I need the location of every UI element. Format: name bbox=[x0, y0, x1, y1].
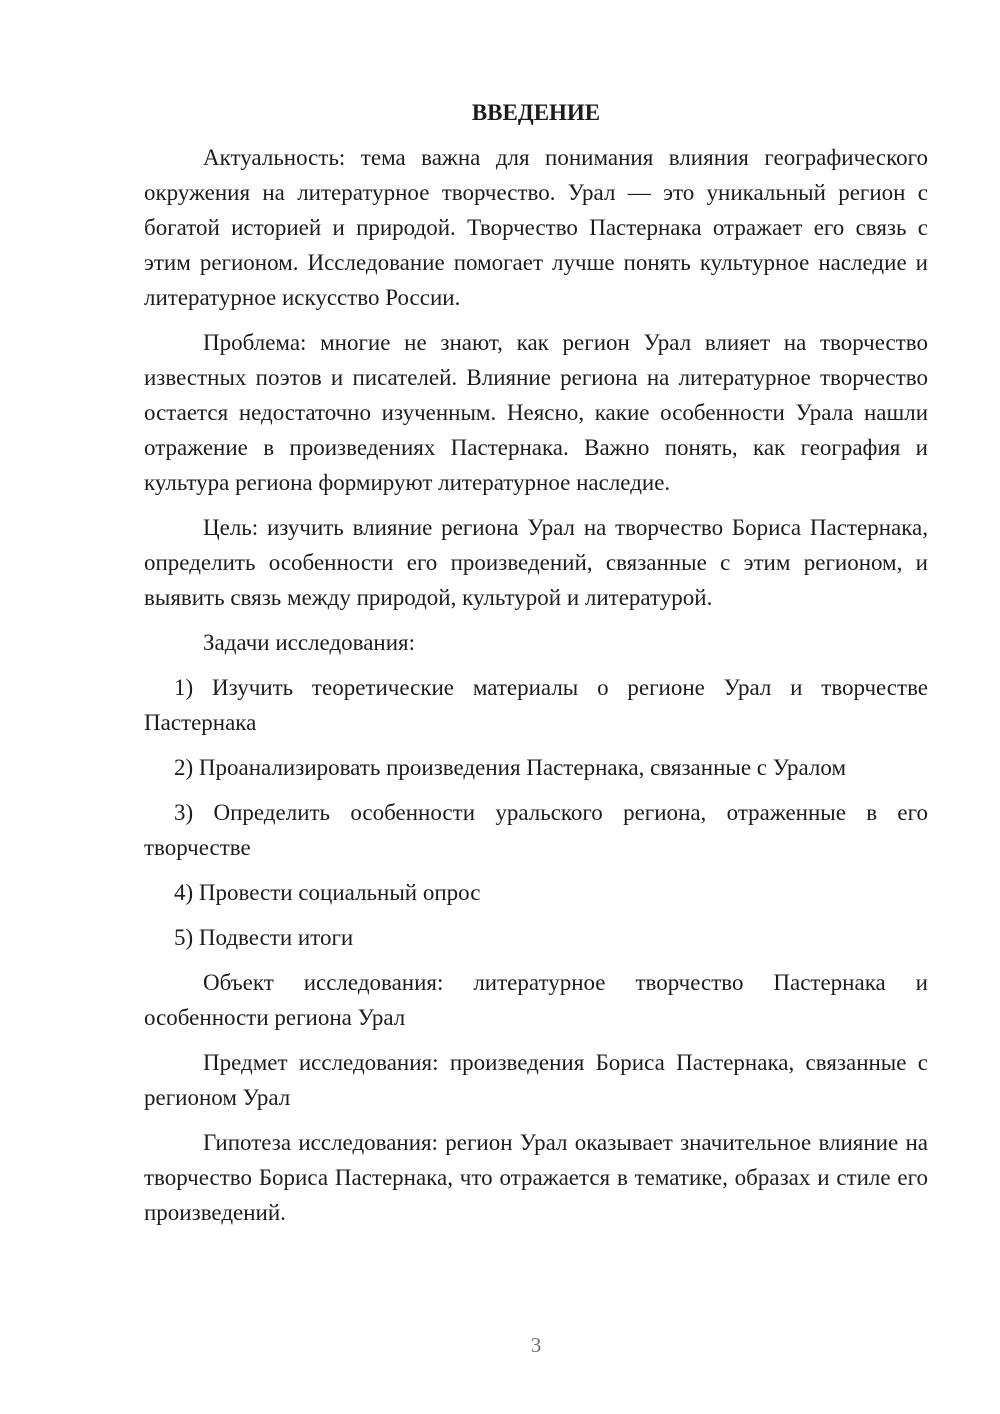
paragraph-object: Объект исследования: литературное творчество Пастернака и особенности региона Урал bbox=[144, 970, 928, 1030]
task-item-1: 1) Изучить теоретические материалы о регионе Урал и творчестве Пастернака bbox=[144, 675, 928, 735]
document-page bbox=[144, 95, 928, 1240]
task-item-5: 5) Подвести итоги bbox=[174, 925, 354, 950]
page-title: ВВЕДЕНИЕ bbox=[471, 100, 601, 125]
paragraph-subject: Предмет исследования: произведения Бориса Пастернака, связанные с регионом Урал bbox=[144, 1050, 928, 1110]
paragraph-problem: Проблема: многие не знают, как регион Урал влияет на творчество известных поэтов и писателей. Влияние региона на литературное творчество остается недостаточно изученным. Неясно, какие особенности Урала нашли отражение в произведениях Пастернака. Важно понять, как география и культура региона формируют литературное наследие. bbox=[144, 330, 928, 495]
paragraph-goal: Цель: изучить влияние региона Урал на творчество Бориса Пастернака, определить особенности его произведений, связанные с этим регионом, и выявить связь между природой, культурой и литературой. bbox=[144, 515, 928, 610]
page-number: 3 bbox=[530, 1333, 542, 1357]
task-item-2: 2) Проанализировать произведения Пастернака, связанные с Уралом bbox=[174, 755, 847, 780]
paragraph-relevance: Актуальность: тема важна для понимания влияния географического окружения на литературное творчество. Урал — это уникальный регион с богатой историей и природой. Творчество Пастернака отражает его связь с этим регионом. Исследование помогает лучше понять культурное наследие и литературное искусство России. bbox=[144, 145, 928, 310]
task-item-4: 4) Провести социальный опрос bbox=[174, 880, 481, 905]
task-item-3: 3) Определить особенности уральского региона, отраженные в его творчестве bbox=[144, 800, 928, 860]
paragraph-hypothesis: Гипотеза исследования: регион Урал оказывает значительное влияние на творчество Бориса Пастернака, что отражается в тематике, образах и стиле его произведений. bbox=[144, 1130, 928, 1225]
tasks-heading: Задачи исследования: bbox=[203, 630, 416, 655]
